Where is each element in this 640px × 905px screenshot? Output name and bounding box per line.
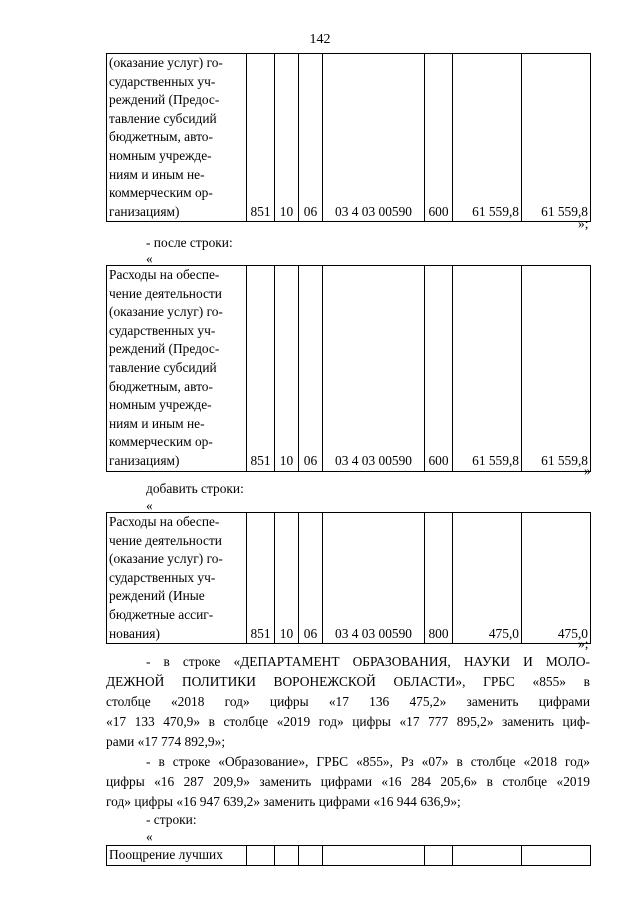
row-name-line: ганизациям) [109,203,180,219]
open-quote-4: « [146,829,153,844]
ved-cell: 851 [247,54,275,222]
table-row [107,54,591,222]
table-row [107,846,591,866]
row-name: Поощрение лучших [107,846,247,866]
row-name-line: Расходы на обеспе- [109,267,220,282]
row-name-line: номным учрежде- [109,147,212,163]
pr-cell: 06 [299,54,323,222]
open-quote-2: « [146,251,153,266]
sum-2019-cell: 61 559,8 [522,266,591,472]
csr-cell: 03 4 03 00590 [323,266,425,472]
vr-cell: 600 [425,54,453,222]
row-name-line: бюджетным, авто- [109,129,213,145]
sum-2018-cell [453,846,522,866]
row-name [107,513,247,644]
sum-2018-cell: 61 559,8 [453,266,522,472]
row-name-line: реждений (Иные [109,588,205,604]
row-name-line: сударственных уч- [109,322,216,338]
rz-cell: 10 [275,266,299,472]
row-name-line: Расходы на обеспе- [109,514,220,529]
open-quote-3: « [146,498,153,513]
row-name-line: сударственных уч- [109,73,216,89]
row-name-line: ниям и иным не- [109,166,205,182]
paragraph-1-line-2: ДЕЖНОЙ ПОЛИТИКИ ВОРОНЕЖСКОЙ ОБЛАСТИ», ГРБС «855» в [106,674,590,689]
csr-cell [323,846,425,866]
row-name-line: тавление субсидий [109,110,217,126]
sum-2019-cell: 475,0 [522,513,591,644]
rows-label: - строки: [146,812,197,827]
vr-cell [425,846,453,866]
rz-cell: 10 [275,54,299,222]
pr-cell: 06 [299,266,323,472]
pr-cell: 06 [299,513,323,644]
sum-2019-cell: 61 559,8 [522,54,591,222]
sum-2018-cell: 61 559,8 [453,54,522,222]
budget-table-1 [106,53,591,222]
csr-cell: 03 4 03 00590 [323,54,425,222]
csr-cell: 03 4 03 00590 [323,513,425,644]
row-name-line: ганизациям) [109,452,180,468]
pr-cell [299,846,323,866]
rz-cell: 10 [275,513,299,644]
row-name-line: чение деятельности [109,285,222,301]
budget-table-4 [106,845,591,866]
row-name-line: коммерческим ор- [109,434,213,450]
paragraph-1-line-4: «17 133 470,9» в столбце «2019 год» цифры «17 777 895,2» заменить циф- [106,714,590,729]
ved-cell [247,846,275,866]
row-name-line: бюджетным, авто- [109,378,213,394]
row-name-line: реждений (Предос- [109,341,220,357]
vr-cell: 800 [425,513,453,644]
table-row [107,513,591,644]
table-row [107,266,591,472]
paragraph-1-line-1: - в строке «ДЕПАРТАМЕНТ ОБРАЗОВАНИЯ, НАУКИ И МОЛО- [146,654,590,669]
row-name-line: чение деятельности [109,532,222,548]
paragraph-2-line-3: год» цифры «16 947 639,2» заменить цифрами «16 944 636,9»; [106,794,461,809]
row-name-line: тавление субсидий [109,359,217,375]
vr-cell: 600 [425,266,453,472]
page-number: 142 [309,32,331,47]
row-name [107,54,247,222]
add-rows-label: добавить строки: [146,481,244,496]
row-name-line: нования) [109,625,160,641]
row-name-line: бюджетные ассиг- [109,606,214,622]
paragraph-2-line-1: - в строке «Образование», ГРБС «855», Рз «07» в столбце «2018 год» [146,754,590,769]
close-quote-2: » [584,463,591,478]
row-name-line: (оказание услуг) го- [109,55,223,70]
row-name-line: реждений (Предос- [109,92,220,108]
row-name-line: (оказание услуг) го- [109,551,223,567]
sum-2018-cell: 475,0 [453,513,522,644]
ved-cell: 851 [247,266,275,472]
row-name-line: ниям и иным не- [109,415,205,431]
paragraph-2-line-2: цифры «16 287 209,9» заменить цифрами «16 284 205,6» в столбце «2019 [106,774,590,789]
paragraph-1-line-3: столбце «2018 год» цифры «17 136 475,2» заменить цифрами [106,694,590,709]
budget-table-3 [106,512,591,644]
paragraph-1-line-5: рами «17 774 892,9»; [106,734,226,749]
close-quote-1: »; [578,216,589,231]
row-name-line: коммерческим ор- [109,185,213,201]
ved-cell: 851 [247,513,275,644]
row-name-line: номным учрежде- [109,397,212,413]
row-name-line: сударственных уч- [109,569,216,585]
row-name [107,266,247,472]
rz-cell [275,846,299,866]
row-name-line: (оказание услуг) го- [109,304,223,320]
sum-2019-cell [522,846,591,866]
close-quote-3: »; [578,636,589,651]
after-row-label: - после строки: [146,235,233,250]
budget-table-2 [106,265,591,472]
